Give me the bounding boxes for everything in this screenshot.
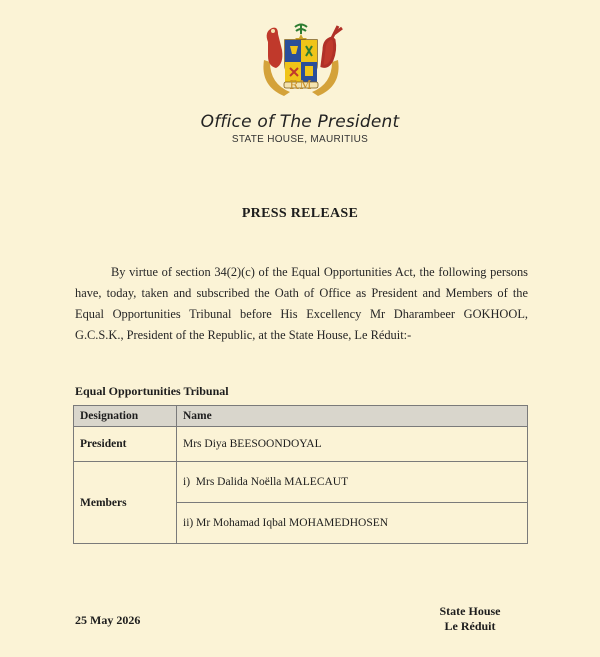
signoff-line-1: State House: [439, 604, 501, 618]
signoff-line-2: Le Réduit: [444, 619, 496, 633]
member-name: i) Mrs Dalida Noëlla MALECAUT: [177, 462, 528, 503]
table-header-row: [74, 406, 528, 427]
table-row: [74, 427, 528, 462]
release-body-paragraph: By virtue of section 34(2)(c) of the Equal Opportunities Act, the following persons have, today, taken and subscribed the Oath of Office as President and Members of the Equal Opportunities Tribunal before His Excellency Mr Dharambeer GOKHOOL, G.C.S.K., President of the Republic, at the State House, Le Réduit:-: [75, 265, 528, 342]
signoff-block: [425, 604, 515, 634]
office-subtitle: STATE HOUSE, MAURITIUS: [231, 134, 369, 145]
office-title: Office of The President: [200, 112, 400, 132]
designation-members: Members: [74, 462, 177, 544]
tribunal-title: Equal Opportunities Tribunal: [75, 384, 229, 398]
emblem-initials: RM: [289, 78, 313, 92]
press-release-heading: PRESS RELEASE: [241, 206, 359, 221]
column-header-designation: Designation: [74, 406, 177, 427]
column-header-name: Name: [177, 406, 528, 427]
president-name: Mrs Diya BEESOONDOYAL: [177, 427, 528, 462]
table-row: [74, 462, 528, 503]
member-name: ii) Mr Mohamad Iqbal MOHAMEDHOSEN: [177, 503, 528, 544]
release-date: 25 May 2026: [75, 613, 141, 627]
designation-president: President: [74, 427, 177, 462]
tribunal-members-table: [73, 405, 528, 544]
